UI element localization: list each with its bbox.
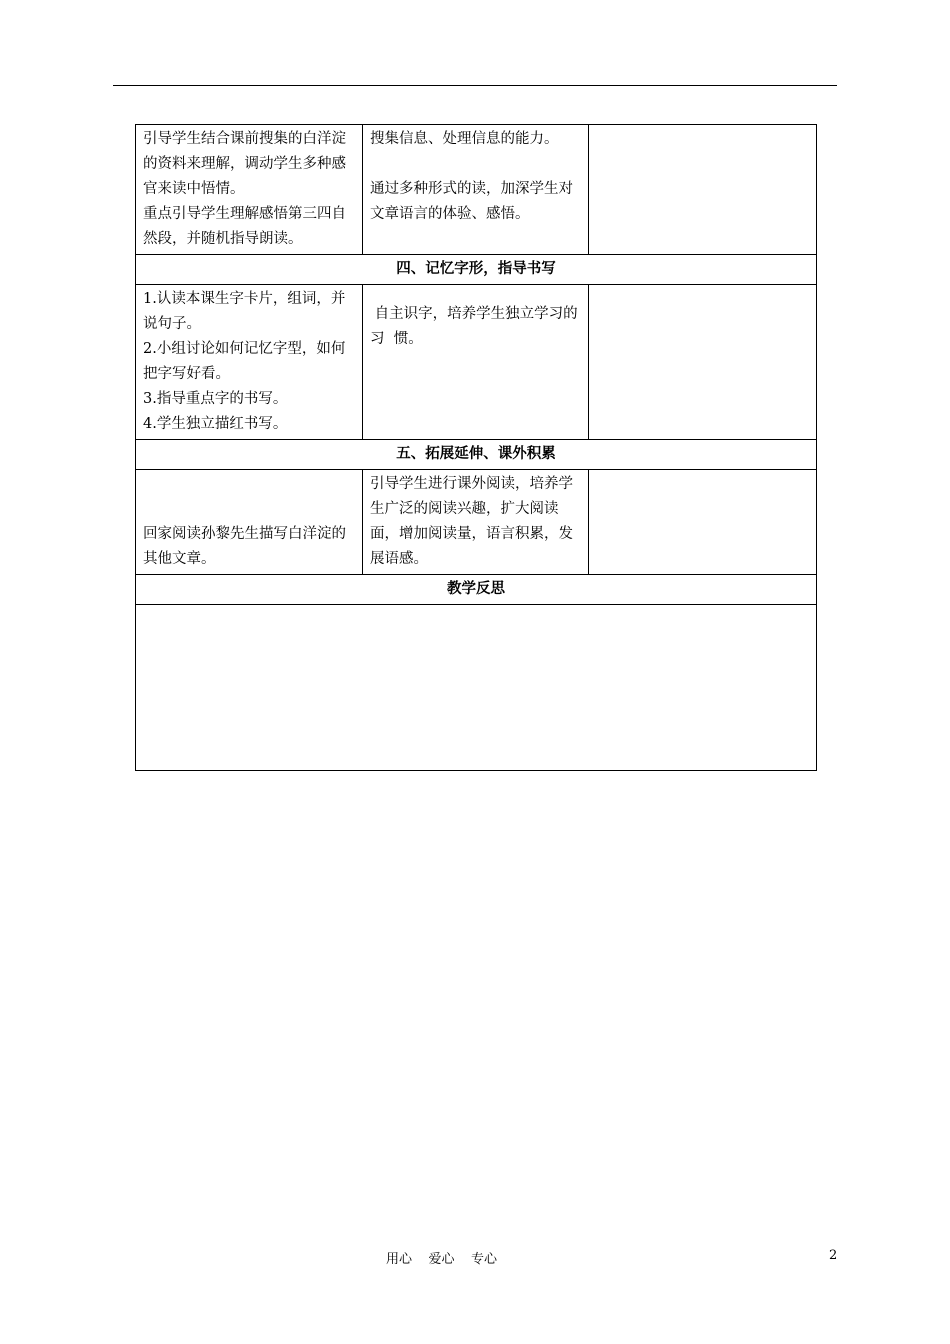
intent-paragraph: 通过多种形式的读，加深学生对文章语言的体验、感悟。 — [370, 181, 573, 222]
reflection-row — [136, 605, 817, 771]
activity-paragraph: 引导学生结合课前搜集的白洋淀的资料来理解，调动学生多种感官来读中悟情。 — [143, 131, 346, 197]
blank-line — [370, 152, 581, 177]
table-row — [136, 470, 817, 575]
section-heading: 四、记忆字形，指导书写 — [136, 255, 817, 285]
activity-step: 3.指导重点字的书写。 — [143, 391, 288, 407]
intent-cell — [363, 125, 589, 255]
intent-cell: 自主识字，培养学生独立学习的习 惯。 — [363, 285, 589, 440]
activity-cell — [136, 125, 363, 255]
table-row — [136, 285, 817, 440]
activity-cell: 回家阅读孙黎先生描写白洋淀的其他文章。 — [136, 470, 363, 575]
intent-cell: 引导学生进行课外阅读，培养学生广泛的阅读兴趣，扩大阅读面，增加阅读量，语言积累，发展语感。 — [363, 470, 589, 575]
activity-step: 1.认读本课生字卡片，组词，并说句子。 — [143, 291, 346, 332]
note-cell — [589, 125, 817, 255]
footer-motto: 用心 爱心 专心 — [386, 1252, 498, 1267]
section-row — [136, 255, 817, 285]
activity-cell — [136, 285, 363, 440]
reflection-body — [136, 605, 817, 771]
section-row — [136, 575, 817, 605]
section-heading: 五、拓展延伸、课外积累 — [136, 440, 817, 470]
note-cell — [589, 470, 817, 575]
activity-paragraph: 重点引导学生理解感悟第三四自然段，并随机指导朗读。 — [143, 206, 346, 247]
activity-step: 4.学生独立描红书写。 — [143, 416, 288, 432]
note-cell — [589, 285, 817, 440]
intent-paragraph: 搜集信息、处理信息的能力。 — [370, 131, 559, 147]
table-row — [136, 125, 817, 255]
reflection-heading: 教学反思 — [136, 575, 817, 605]
activity-step: 2.小组讨论如何记忆字型，如何把字写好看。 — [143, 341, 346, 382]
section-row — [136, 440, 817, 470]
page-number: 2 — [829, 1248, 838, 1263]
header-rule — [113, 85, 837, 86]
lesson-plan-table — [135, 124, 817, 771]
